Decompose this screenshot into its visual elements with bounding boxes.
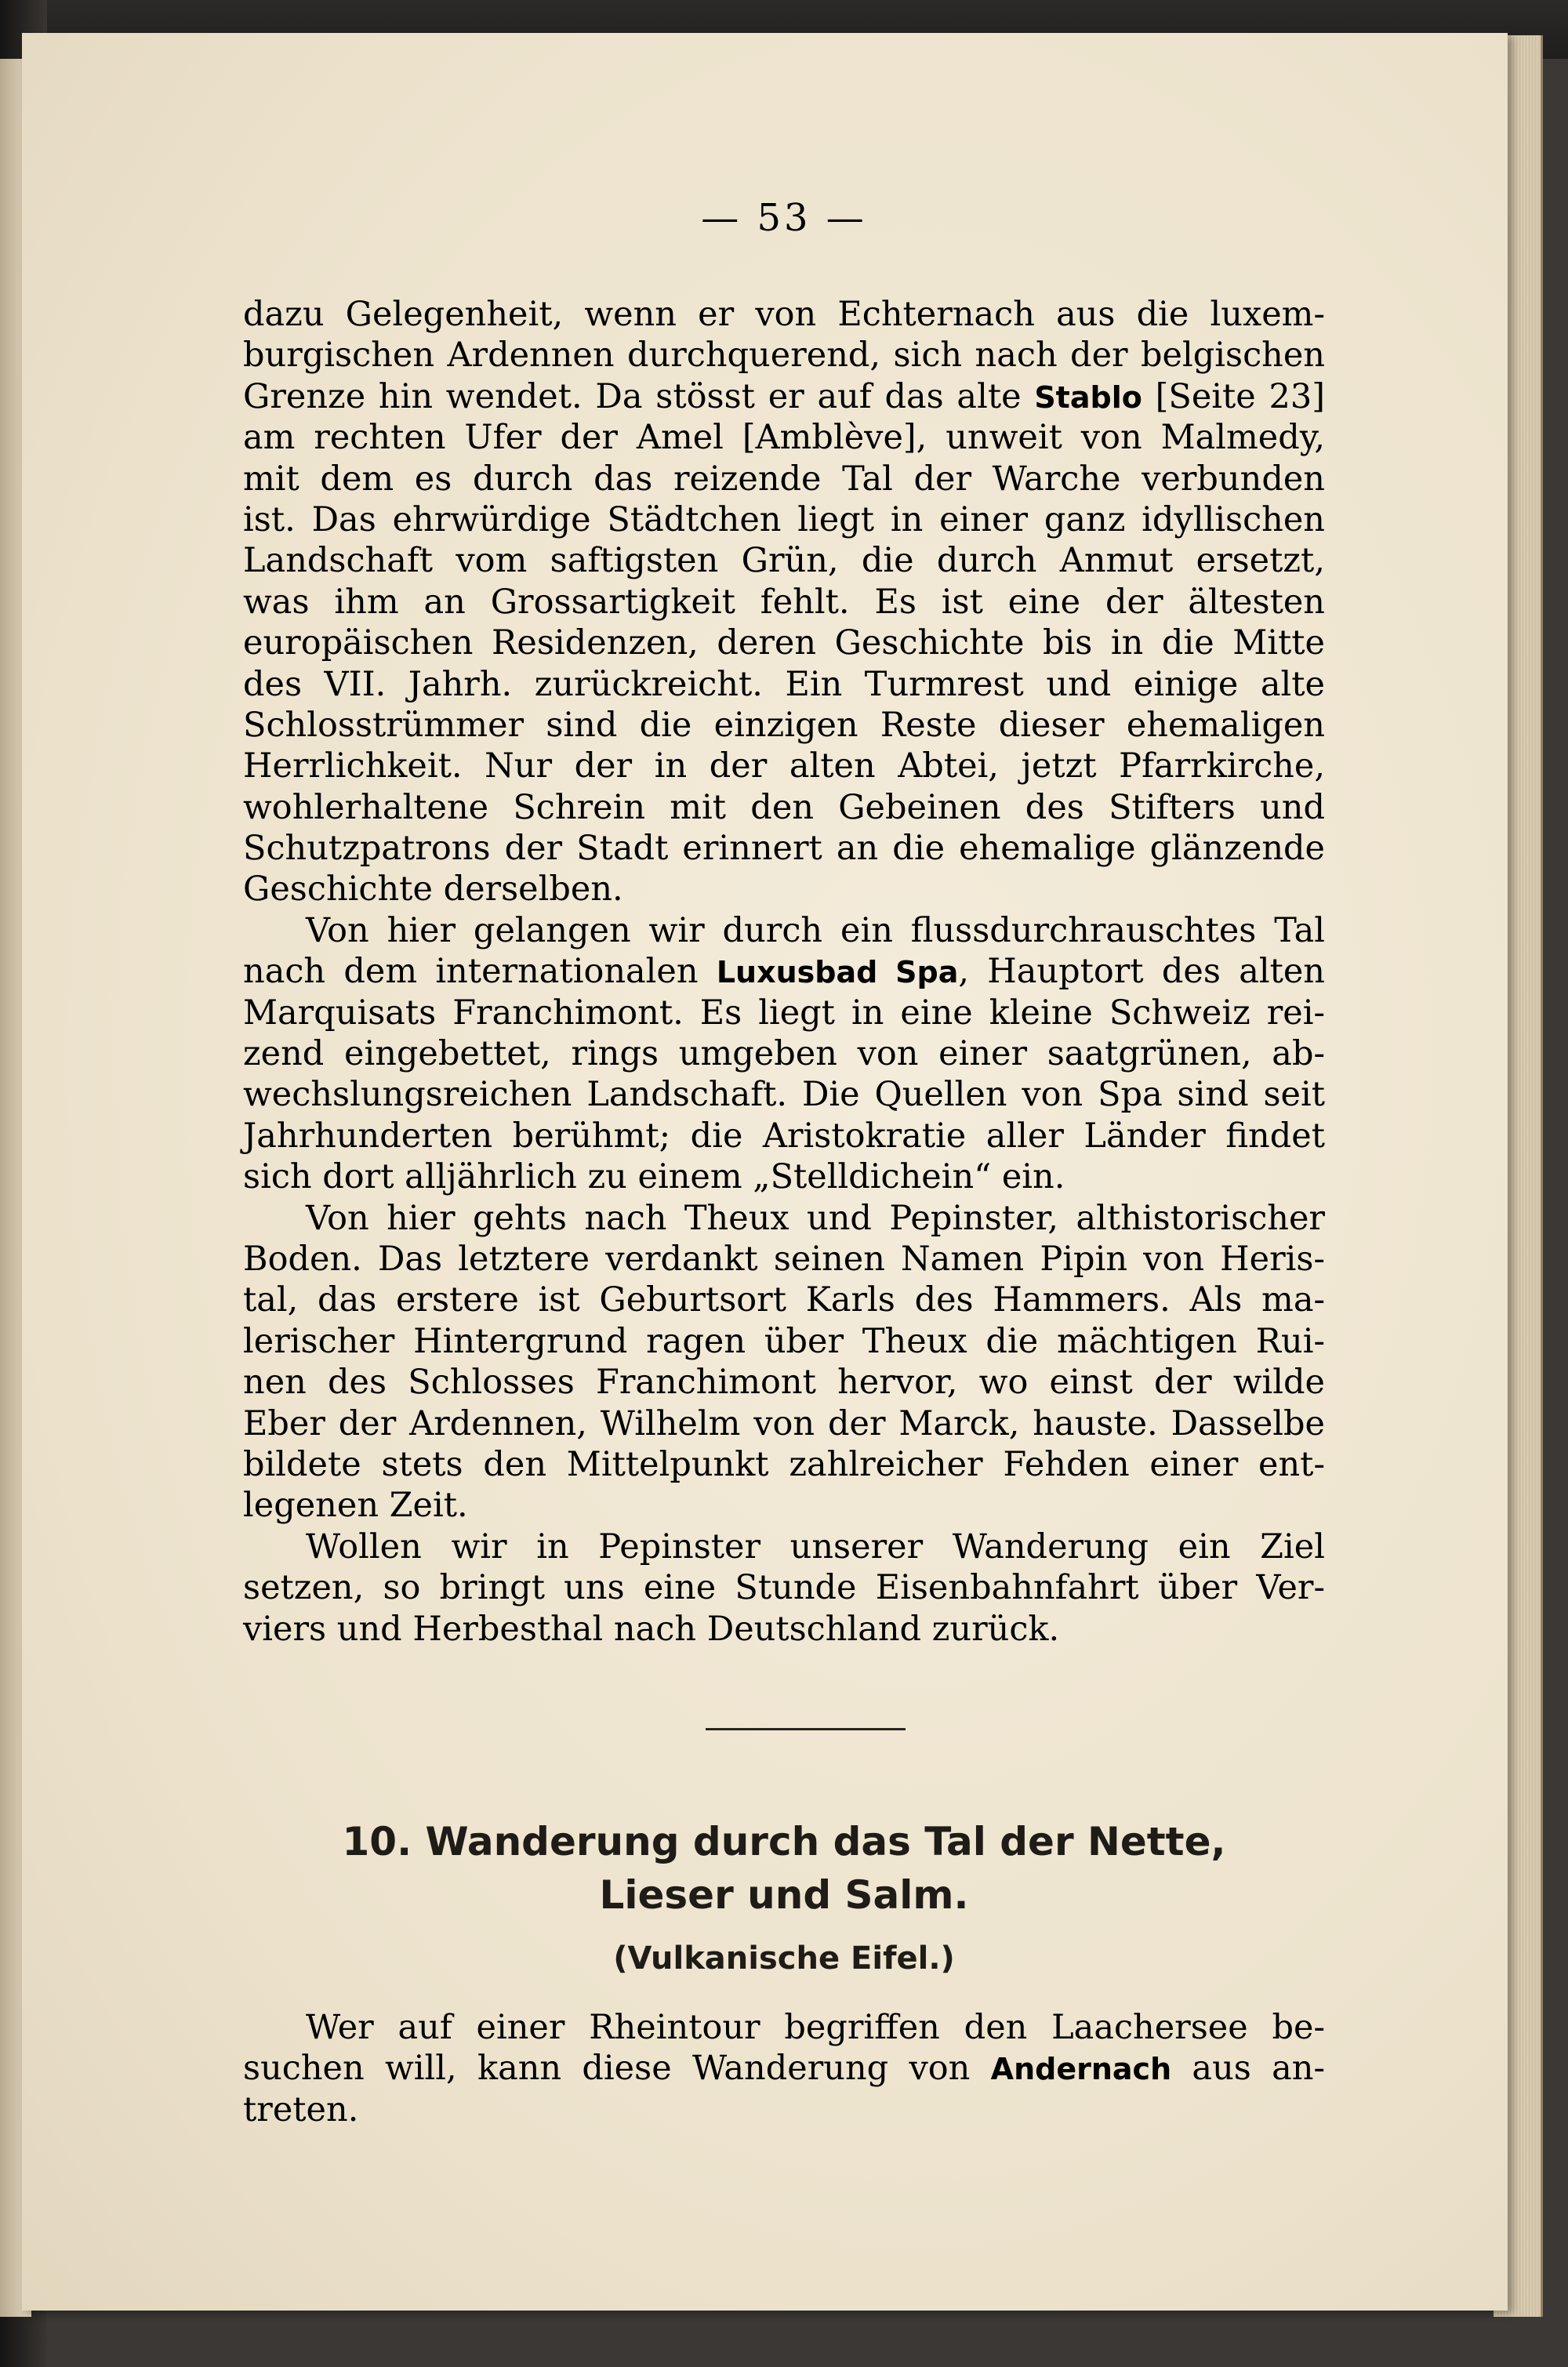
text-line: Schutzpatrons der Stadt erinnert an die ehemalige glänzende (243, 829, 1325, 869)
text-line: viers und Herbesthal nach Deutschland zurück. (243, 1609, 1060, 1649)
section-body-text (243, 2007, 1325, 2130)
text-line: burgischen Ardennen durchquerend, sich nach der belgischen (243, 336, 1325, 376)
text-line: Von hier gelangen wir durch ein flussdurchrauschtes Tal (306, 910, 1325, 950)
text-line: bildete stets den Mittelpunkt zahlreicher Fehden einer ent- (243, 1444, 1325, 1484)
text-line: ist. Das ehrwürdige Städtchen liegt in einer ganz idyllischen (243, 499, 1325, 539)
section-divider (706, 1728, 906, 1730)
text-line: Wollen wir in Pepinster unserer Wanderung ein Ziel (306, 1527, 1325, 1567)
text-line: wechslungsreichen Landschaft. Die Quellen von Spa sind seit (243, 1075, 1325, 1115)
text-line: Grenze hin wendet. Da stösst er auf das alte Stablo [Seite 23] (243, 376, 1325, 416)
text-line: tal, das erstere ist Geburtsort Karls des Hammers. Als ma- (243, 1280, 1325, 1320)
text-line: sich dort alljährlich zu einem „Stelldichein“ ein. (243, 1157, 1065, 1197)
section-heading-continued: Lieser und Salm. (599, 1872, 969, 1918)
text-line: legenen Zeit. (243, 1486, 468, 1526)
paragraph-1 (243, 294, 1325, 910)
text-line: lerischer Hintergrund ragen über Theux die mächtigen Rui- (243, 1321, 1325, 1361)
paragraph-4 (243, 1527, 1325, 1650)
text-line: treten. (243, 2089, 359, 2129)
paragraph-2 (243, 910, 1325, 1198)
paragraph-3 (243, 1198, 1325, 1527)
text-line: Eber der Ardennen, Wilhelm von der Marck, hauste. Dasselbe (243, 1403, 1325, 1443)
text-line: Boden. Das letztere verdankt seinen Namen Pipin von Heris- (243, 1239, 1325, 1279)
text-line: mit dem es durch das reizende Tal der Warche verbunden (243, 459, 1325, 499)
text-line: suchen will, kann diese Wanderung von Andernach aus an- (243, 2049, 1325, 2089)
text-line: Landschaft vom saftigsten Grün, die durch Anmut ersetzt, (243, 541, 1325, 581)
text-line: Herrlichkeit. Nur der in der alten Abtei, jetzt Pfarrkirche, (243, 746, 1325, 786)
paragraph-5 (243, 2007, 1325, 2130)
text-line: was ihm an Grossartigkeit fehlt. Es ist eine der ältesten (243, 582, 1325, 622)
body-text (243, 294, 1325, 1650)
text-line: Wer auf einer Rheintour begriffen den Laachersee be- (306, 2008, 1325, 2047)
text-line: am rechten Ufer der Amel [Amblève], unweit von Malmedy, (243, 418, 1325, 458)
text-line: Jahrhunderten berühmt; die Aristokratie aller Länder findet (243, 1116, 1325, 1156)
text-line: setzen, so bringt uns eine Stunde Eisenbahnfahrt über Ver- (243, 1568, 1325, 1608)
text-line: nen des Schlosses Franchimont hervor, wo einst der wilde (243, 1363, 1325, 1403)
text-line: Schlosstrümmer sind die einzigen Reste dieser ehemaligen (243, 705, 1325, 745)
text-line: Von hier gehts nach Theux und Pepinster, althistorischer (306, 1198, 1325, 1238)
section-subheading: (Vulkanische Eifel.) (613, 1940, 955, 1977)
text-line: europäischen Residenzen, deren Geschichte bis in die Mitte (243, 623, 1325, 663)
page-number: — 53 — (701, 196, 867, 240)
text-line: des VII. Jahrh. zurückreicht. Ein Turmrest und einige alte (243, 664, 1325, 704)
text-line: dazu Gelegenheit, wenn er von Echternach aus die luxem- (243, 295, 1325, 334)
text-line: nach dem internationalen Luxusbad Spa, Hauptort des alten (243, 952, 1326, 992)
text-line: Geschichte derselben. (243, 869, 623, 909)
text-line: wohlerhaltene Schrein mit den Gebeinen des Stifters und (243, 787, 1325, 827)
text-line: Marquisats Franchimont. Es liegt in eine kleine Schweiz rei- (243, 993, 1325, 1033)
section-heading: 10. Wanderung durch das Tal der Nette, (342, 1819, 1226, 1864)
text-line: zend eingebettet, rings umgeben von einer saatgrünen, ab- (243, 1034, 1325, 1074)
